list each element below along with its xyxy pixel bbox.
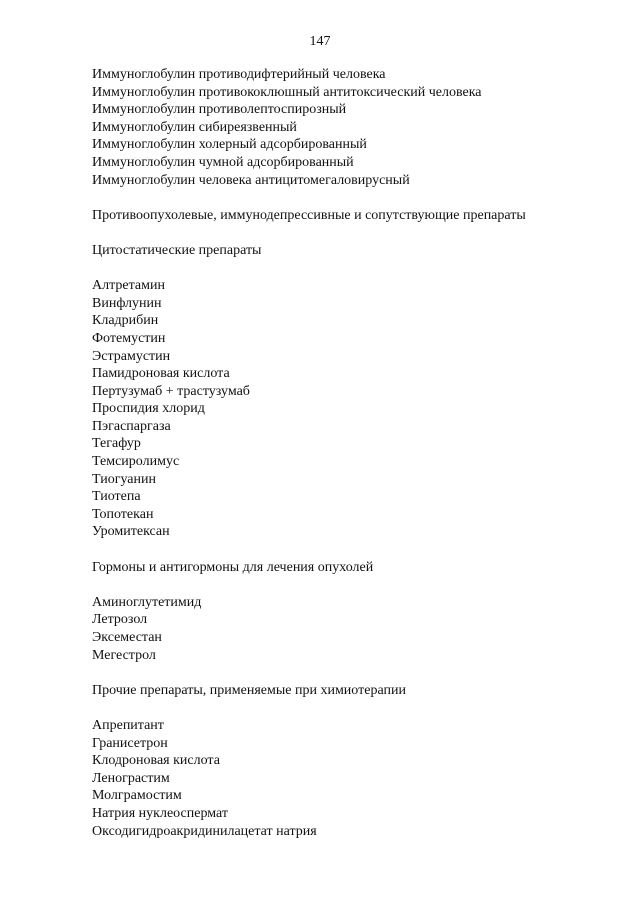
- spacer: [92, 699, 612, 717]
- list-item: Проспидия хлорид: [92, 401, 205, 417]
- list-item: Клодроновая кислота: [92, 753, 220, 769]
- list-item: Алтретамин: [92, 278, 165, 294]
- other-list: [92, 717, 612, 840]
- spacer: [92, 224, 612, 242]
- list-item: Иммуноглобулин противодифтерийный человека: [92, 67, 386, 82]
- list-item: Кладрибин: [92, 313, 159, 329]
- list-item: Эстрамустин: [92, 348, 171, 364]
- spacer: [92, 541, 612, 559]
- list-item: Оксодигидроакридинилацетат натрия: [92, 823, 317, 839]
- list-item: Апрепитант: [92, 717, 164, 733]
- list-item: Иммуноглобулин человека антицитомегаловирусный: [92, 172, 410, 188]
- subsection-heading-other: Прочие препараты, применяемые при химиотерапии: [92, 682, 406, 698]
- list-item: Летрозол: [92, 612, 148, 628]
- cytostatic-list: [92, 277, 612, 541]
- list-item: Винфлунин: [92, 295, 162, 311]
- list-item: Молграмостим: [92, 788, 182, 804]
- list-item: Темсиролимус: [92, 454, 180, 470]
- spacer: [92, 260, 612, 278]
- section-heading: Противоопухолевые, иммунодепрессивные и сопутствующие препараты: [92, 207, 526, 223]
- list-item: Иммуноглобулин холерный адсорбированный: [92, 137, 367, 153]
- subsection-heading-hormones: Гормоны и антигормоны для лечения опухолей: [92, 559, 374, 575]
- list-item: Гранисетрон: [92, 735, 168, 751]
- page-number: 147: [309, 34, 331, 49]
- list-item: Натрия нуклеоспермат: [92, 805, 228, 821]
- list-item: Иммуноглобулин сибиреязвенный: [92, 119, 297, 135]
- list-item: Памидроновая кислота: [92, 366, 230, 382]
- list-item: Пэгаспаргаза: [92, 418, 171, 434]
- list-item: Иммуноглобулин чумной адсорбированный: [92, 154, 354, 170]
- subsection-heading-cytostatic: Цитостатические препараты: [92, 242, 262, 258]
- list-item: Пертузумаб + трастузумаб: [92, 383, 250, 399]
- list-item: Эксеместан: [92, 630, 162, 645]
- immunoglobulin-list: [92, 66, 612, 189]
- list-item: Топотекан: [92, 506, 154, 522]
- spacer: [92, 189, 612, 207]
- list-item: Тиогуанин: [92, 471, 156, 487]
- list-item: Мегестрол: [92, 647, 156, 663]
- spacer: [92, 576, 612, 594]
- list-item: Аминоглутетимид: [92, 594, 202, 610]
- list-item: Иммуноглобулин противолептоспирозный: [92, 102, 347, 118]
- document-body: [92, 66, 612, 840]
- list-item: Ленограстим: [92, 770, 170, 786]
- list-item: Уромитексан: [92, 524, 170, 540]
- list-item: Тегафур: [92, 436, 141, 452]
- list-item: Тиотепа: [92, 489, 141, 505]
- spacer: [92, 664, 612, 682]
- list-item: Фотемустин: [92, 330, 166, 346]
- hormones-list: [92, 594, 612, 664]
- list-item: Иммуноглобулин противококлюшный антитоксический человека: [92, 84, 482, 100]
